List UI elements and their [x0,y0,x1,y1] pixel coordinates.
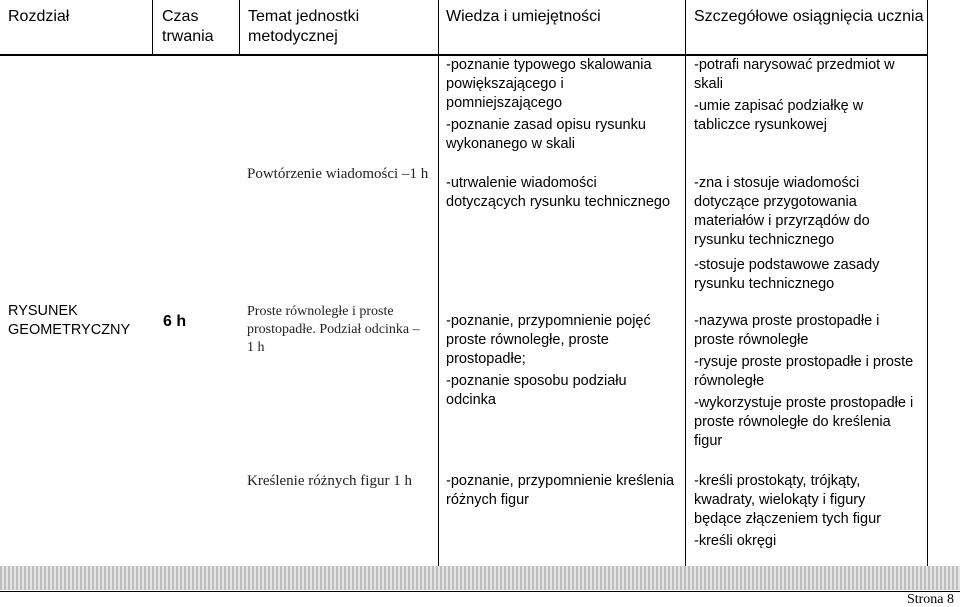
grid-line [685,0,686,566]
row1-knowledge [446,174,676,212]
achievement-item: -potrafi narysować przedmiot w skali [694,57,895,92]
knowledge-item: -poznanie sposobu podziału odcinka [446,373,627,408]
knowledge-item: -poznanie typowego skalowania powiększającego i pomniejszającego [446,57,652,111]
header-wiedza: Wiedza i umiejętności [446,8,601,25]
row2-achievements [694,312,919,451]
achievement-item: -umie zapisać podziałkę w tabliczce rysunkowej [694,98,864,133]
achievement-item: -nazywa proste prostopadłe i proste równoległe [694,313,880,348]
grid-line [239,0,240,54]
row3-achievements [694,472,904,551]
achievement-item: -stosuje podstawowe zasady rysunku technicznego [694,257,880,292]
header-czas: Czas trwania [162,8,214,45]
header-temat: Temat jednostki metodycznej [248,8,360,45]
grid-line [438,0,439,566]
knowledge-item: -poznanie zasad opisu rysunku wykonanego w skali [446,117,646,152]
achievement-item: -wykorzystuje proste prostopadłe i proste równoległe do kreślenia figur [694,395,914,449]
achievement-item: -kreśli okręgi [694,533,777,549]
footer-divider [0,591,960,592]
header-osiagniecia: Szczegółowe osiągnięcia ucznia [694,8,924,25]
section-time: 6 h [163,313,187,330]
row1-achievements [694,174,894,294]
row0-knowledge [446,56,671,154]
page-number: Strona 8 [906,592,954,607]
row3-topic: Kreślenie różnych figur 1 h [247,473,412,489]
footer-band [0,566,960,590]
grid-line [927,0,928,566]
knowledge-item: -poznanie, przypomnienie pojęć proste równoległe, proste prostopadłe; [446,313,651,367]
row1-topic: Powtórzenie wiadomości –1 h [247,166,429,182]
knowledge-item: -utrwalenie wiadomości dotyczących rysunku technicznego [446,175,671,210]
achievement-item: -kreśli prostokąty, trójkąty, kwadraty, wielokąty i figury będące złączeniem tych figur [694,473,881,527]
table-header [0,0,928,56]
row3-knowledge [446,472,681,510]
row2-knowledge [446,312,666,410]
row2-topic: Proste równoległe i proste prostopadłe. Podział odcinka – 1 h [247,304,420,355]
section-name: RYSUNEK GEOMETRYCZNY [8,303,131,338]
achievement-item: -rysuje proste prostopadłe i proste równoległe [694,354,914,389]
knowledge-item: -poznanie, przypomnienie kreślenia różnych figur [446,473,675,508]
achievement-item: -zna i stosuje wiadomości dotyczące przygotowania materiałów i przyrządów do rysunku technicznego [694,175,870,248]
row0-achievements [694,56,909,135]
grid-line [152,0,153,54]
header-rozdzial: Rozdział [8,8,70,25]
